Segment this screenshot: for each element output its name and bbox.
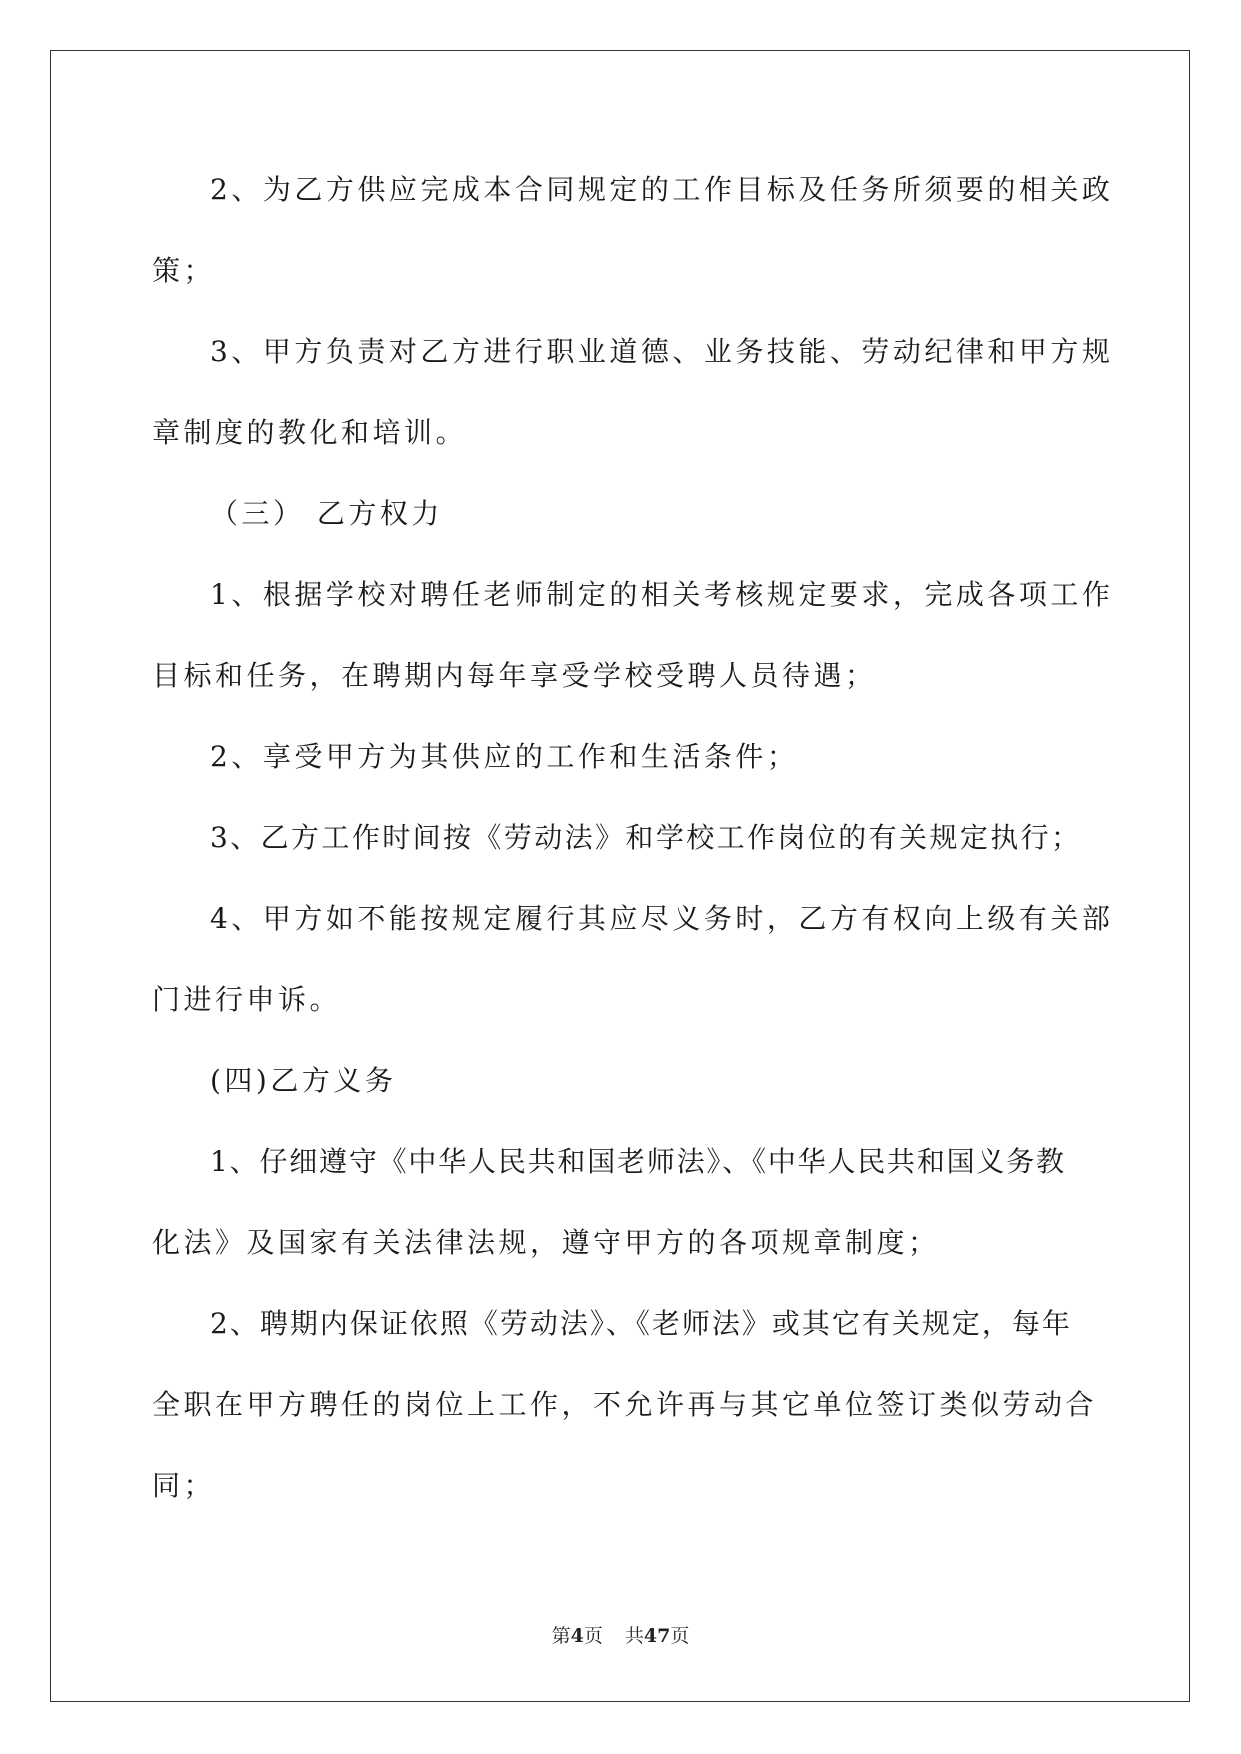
paragraph-line: 3、甲方负责对乙方进行职业道德、业务技能、劳动纪律和甲方规 xyxy=(210,335,1114,368)
paragraph-line: 2、聘期内保证依照《劳动法》、《老师法》或其它有关规定，每年 xyxy=(210,1307,1072,1340)
page-suffix: 页 xyxy=(583,1625,603,1647)
paragraph-line: 3、乙方工作时间按《劳动法》和学校工作岗位的有关规定执行； xyxy=(210,821,1082,854)
page-number-footer xyxy=(0,1624,1241,1648)
total-prefix: 共 xyxy=(624,1625,644,1647)
current-page-number: 4 xyxy=(570,1625,584,1647)
paragraph-line: 化法》及国家有关法律法规，遵守甲方的各项规章制度； xyxy=(152,1226,940,1259)
section-heading: （三） 乙方权力 xyxy=(210,497,443,530)
section-heading: (四)乙方义务 xyxy=(210,1064,397,1097)
total-suffix: 页 xyxy=(670,1625,690,1647)
page-border xyxy=(50,50,1190,1702)
paragraph-line: 1、仔细遵守《中华人民共和国老师法》、《中华人民共和国义务教 xyxy=(210,1145,1066,1178)
paragraph-line: 章制度的教化和培训。 xyxy=(152,416,468,449)
paragraph-line: 门进行申诉。 xyxy=(152,983,342,1016)
paragraph-line: 2、享受甲方为其供应的工作和生活条件； xyxy=(210,740,799,773)
page-prefix: 第 xyxy=(551,1625,571,1647)
total-page-count: 47 xyxy=(643,1625,671,1647)
paragraph-line: 目标和任务，在聘期内每年享受学校受聘人员待遇； xyxy=(152,659,877,692)
paragraph-line: 4、甲方如不能按规定履行其应尽义务时，乙方有权向上级有关部 xyxy=(210,902,1114,935)
paragraph-line: 同； xyxy=(152,1469,216,1502)
paragraph-line: 策； xyxy=(152,254,216,287)
paragraph-line: 2、为乙方供应完成本合同规定的工作目标及任务所须要的相关政 xyxy=(210,173,1114,206)
paragraph-line: 全职在甲方聘任的岗位上工作，不允许再与其它单位签订类似劳动合 xyxy=(152,1388,1098,1421)
paragraph-line: 1、根据学校对聘任老师制定的相关考核规定要求，完成各项工作 xyxy=(210,578,1114,611)
